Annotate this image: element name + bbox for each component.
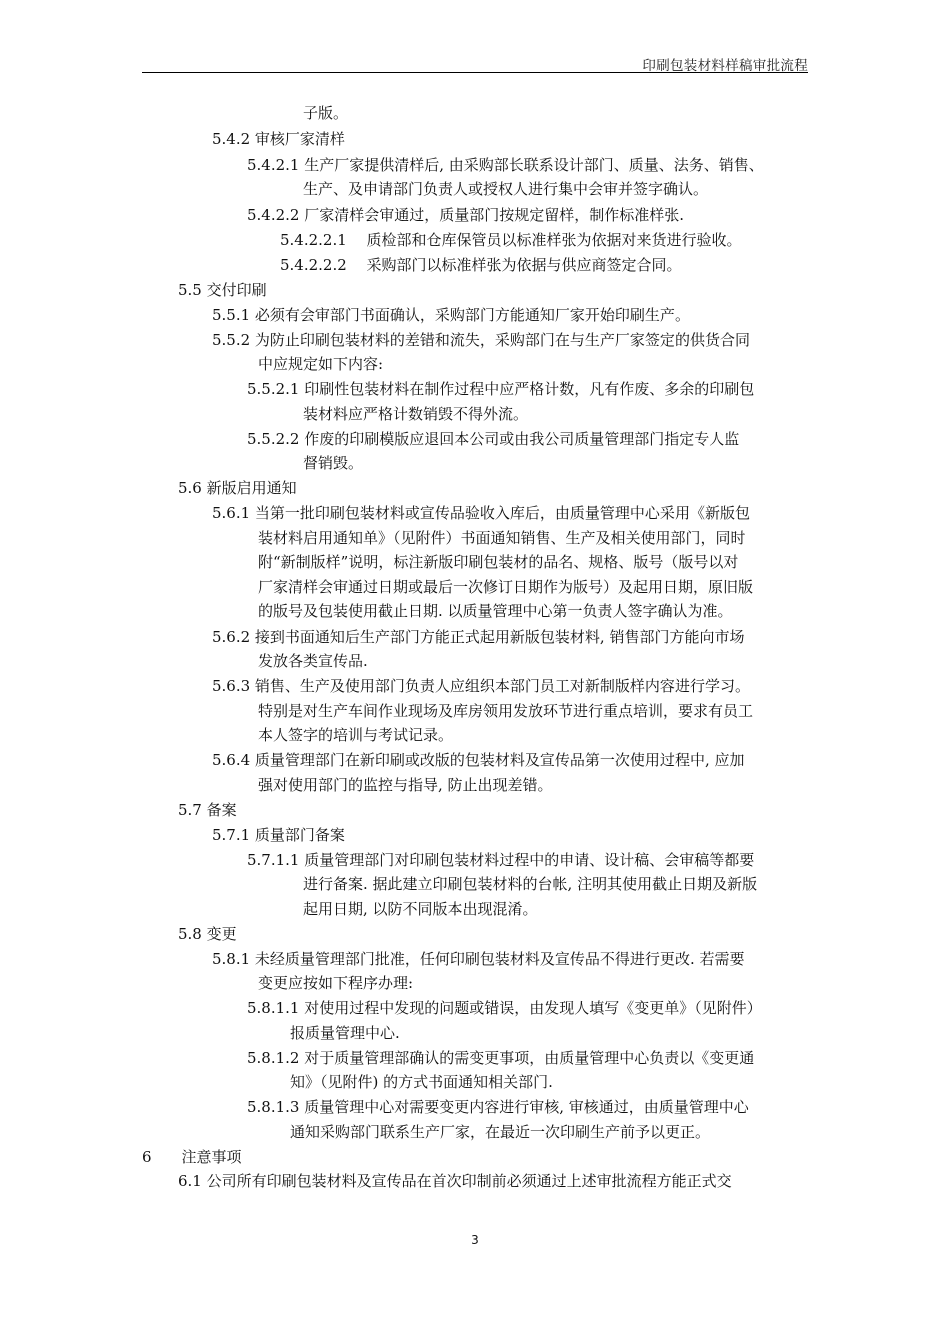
text-line: 5.4.2.2.1 质检部和仓库保管员以标准样张为依据对来货进行验收。 [280,231,742,249]
page-number: 3 [471,1233,479,1247]
text-line: 特别是对生产车间作业现场及库房领用发放环节进行重点培训，要求有员工 [258,702,754,720]
section-heading: 5.6 新版启用通知 [178,479,297,497]
text-line: 进行备案. 据此建立印刷包装材料的台帐, 注明其使用截止日期及新版 [303,875,758,893]
text-line: 5.4.2.2.2 采购部门以标准样张为依据与供应商签定合同。 [280,256,682,274]
text-line: 5.6.4 质量管理部门在新印刷或改版的包装材料及宣传品第一次使用过程中, 应加 [212,751,745,769]
text-line: 子版。 [303,104,349,122]
text-line: 生产、及申请部门负责人或授权人进行集中会审并签字确认。 [303,180,709,198]
text-line: 中应规定如下内容: [258,355,384,373]
text-line: 5.6.3 销售、生产及使用部门负责人应组织本部门员工对新制版样内容进行学习。 [212,677,750,695]
text-line: 5.4.2.2 厂家清样会审通过，质量部门按规定留样，制作标准样张. [247,206,685,224]
text-line: 5.5.1 必须有会审部门书面确认，采购部门方能通知厂家开始印刷生产。 [212,306,690,324]
text-line: 5.8.1.2 对于质量管理部确认的需变更事项，由质量管理中心负责以《变更通 [247,1049,755,1067]
section-heading: 5.4.2 审核厂家清样 [212,130,345,148]
text-line: 的版号及包装使用截止日期. 以质量管理中心第一负责人签字确认为准。 [258,602,733,620]
text-line: 装材料启用通知单》（见附件）书面通知销售、生产及相关使用部门，同时 [258,529,746,547]
text-line: 通知采购部门联系生产厂家，在最近一次印刷生产前予以更正。 [290,1123,711,1141]
text-line: 发放各类宣传品. [258,652,368,670]
text-line: 5.8.1.3 质量管理中心对需要变更内容进行审核, 审核通过，由质量管理中心 [247,1098,749,1116]
text-line: 5.7.1.1 质量管理部门对印刷包装材料过程中的申请、设计稿、会审稿等都要 [247,851,755,869]
text-line: 装材料应严格计数销毁不得外流。 [303,405,529,423]
text-line: 5.8.1 未经质量管理部门批准，任何印刷包装材料及宣传品不得进行更改. 若需要 [212,950,745,968]
header-rule [142,72,808,73]
text-line: 督销毁。 [303,454,364,472]
text-line: 5.6.2 接到书面通知后生产部门方能正式起用新版包装材料, 销售部门方能向市场 [212,628,745,646]
header-title: 印刷包装材料样稿审批流程 [642,58,808,74]
section-heading: 5.8 变更 [178,925,237,943]
text-line: 5.5.2.1 印刷性包装材料在制作过程中应严格计数，凡有作废、多余的印刷包 [247,380,755,398]
text-line: 5.5.2.2 作废的印刷模版应退回本公司或由我公司质量管理部门指定专人监 [247,430,740,448]
text-line: 报质量管理中心. [290,1024,400,1042]
text-line: 变更应按如下程序办理: [258,974,414,992]
page-header [0,0,950,80]
section-heading: 5.5 交付印刷 [178,281,267,299]
text-line: 5.6.1 当第一批印刷包装材料或宣传品验收入库后，由质量管理中心采用《新版包 [212,504,750,522]
text-line: 5.4.2.1 生产厂家提供清样后, 由采购部长联系设计部门、质量、法务、销售、 [247,156,764,174]
text-line: 强对使用部门的监控与指导, 防止出现差错。 [258,776,553,794]
text-line: 附“新制版样”说明，标注新版印刷包装材的品名、规格、版号（版号以对 [258,553,739,571]
text-line: 本人签字的培训与考试记录。 [258,726,454,744]
text-line: 起用日期, 以防不同版本出现混淆。 [303,900,538,918]
text-line: 6.1 公司所有印刷包装材料及宣传品在首次印制前必须通过上述审批流程方能正式交 [178,1172,732,1190]
text-line: 5.5.2 为防止印刷包装材料的差错和流失，采购部门在与生产厂家签定的供货合同 [212,331,750,349]
section-heading: 6 注意事项 [142,1148,242,1166]
text-line: 知》（见附件) 的方式书面通知相关部门. [290,1073,553,1091]
text-line: 5.8.1.1 对使用过程中发现的问题或错误，由发现人填写《变更单》（见附件） [247,999,762,1017]
section-heading: 5.7.1 质量部门备案 [212,826,345,844]
text-line: 厂家清样会审通过日期或最后一次修订日期作为版号）及起用日期，原旧版 [258,578,754,596]
section-heading: 5.7 备案 [178,801,237,819]
